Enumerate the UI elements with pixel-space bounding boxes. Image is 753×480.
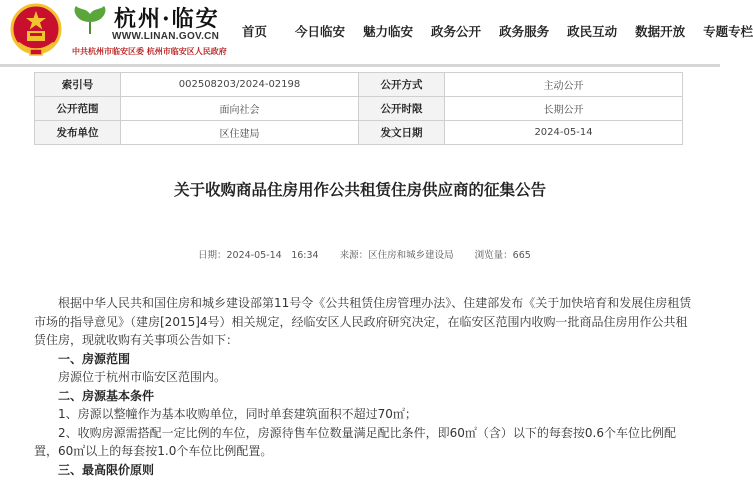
site-logo-name[interactable]: 杭州·临安 — [114, 6, 220, 32]
site-logo-url: WWW.LINAN.GOV.CN — [112, 31, 220, 42]
article-body — [34, 294, 694, 479]
list-item-condition-2: 2、收购房源需搭配一定比例的车位，房源待售车位数量满足配比条件，即60㎡（含）以下的每套按0.6个车位比例配置，60㎡以上的每套按1.0个车位比例配置。 — [34, 425, 676, 458]
document-meta-table — [34, 72, 683, 145]
section-heading-price-cap: 三、最高限价原则 — [58, 462, 155, 477]
nav-item-today-linan[interactable]: 今日临安 — [295, 24, 346, 39]
section-heading-basic-conditions: 二、房源基本条件 — [58, 388, 155, 403]
meta-label-index-number: 索引号 — [35, 73, 121, 97]
nav-item-public-interaction[interactable]: 政民互动 — [567, 24, 618, 39]
meta-value-disclosure-scope: 面向社会 — [121, 97, 359, 121]
meta-value-disclosure-method: 主动公开 — [445, 73, 683, 97]
meta-label-disclosure-period: 公开时限 — [359, 97, 445, 121]
article-view-count: 浏览量：665 — [474, 250, 531, 261]
nav-item-home[interactable]: 首页 — [242, 24, 268, 39]
nav-item-special-topics[interactable]: 专题专栏 — [703, 24, 753, 39]
section-heading-housing-scope: 一、房源范围 — [58, 351, 131, 366]
nav-item-government-affairs-disclosure[interactable]: 政务公开 — [431, 24, 482, 39]
meta-label-issue-date: 发文日期 — [359, 121, 445, 145]
site-logo-subtitle: 中共杭州市临安区委 杭州市临安区人民政府 — [72, 47, 227, 56]
meta-value-issue-date: 2024-05-14 — [445, 121, 683, 145]
meta-value-index-number: 002508203/2024-02198 — [121, 73, 359, 97]
meta-row — [35, 97, 683, 121]
main-nav — [228, 0, 753, 62]
meta-row — [35, 73, 683, 97]
section-text-housing-scope: 房源位于杭州市临安区范围内。 — [58, 370, 227, 384]
ginkgo-leaf-logo-icon — [70, 4, 110, 36]
meta-label-publisher: 发布单位 — [35, 121, 121, 145]
article-info-line — [198, 247, 549, 261]
meta-row — [35, 121, 683, 145]
national-emblem-icon — [10, 3, 62, 57]
meta-label-disclosure-method: 公开方式 — [359, 73, 445, 97]
meta-label-disclosure-scope: 公开范围 — [35, 97, 121, 121]
nav-item-charm-linan[interactable]: 魅力临安 — [363, 24, 414, 39]
article-intro-paragraph: 根据中华人民共和国住房和城乡建设部第11号令《公共租赁住房管理办法》、住建部发布《关于加快培育和发展住房租赁市场的指导意见》（建房[2015]4号）相关规定，经临安区人民政府研究决定，在临安区范围内收购一批商品住房用作公共租赁住房，现就收购有关事项公告如下： — [34, 296, 692, 347]
site-header — [0, 0, 753, 66]
article-date: 日期：2024-05-14 16:34 — [198, 250, 319, 261]
article-title: 关于收购商品住房用作公共租赁住房供应商的征集公告 — [173, 181, 546, 199]
nav-item-government-services[interactable]: 政务服务 — [499, 24, 550, 39]
meta-value-disclosure-period: 长期公开 — [445, 97, 683, 121]
list-item-condition-1: 1、房源以整幢作为基本收购单位，同时单套建筑面积不超过70㎡； — [58, 407, 417, 421]
header-divider — [0, 64, 720, 67]
nav-item-open-data[interactable]: 数据开放 — [635, 24, 686, 39]
article-source: 来源：区住房和城乡建设局 — [339, 250, 454, 261]
meta-value-publisher: 区住建局 — [121, 121, 359, 145]
